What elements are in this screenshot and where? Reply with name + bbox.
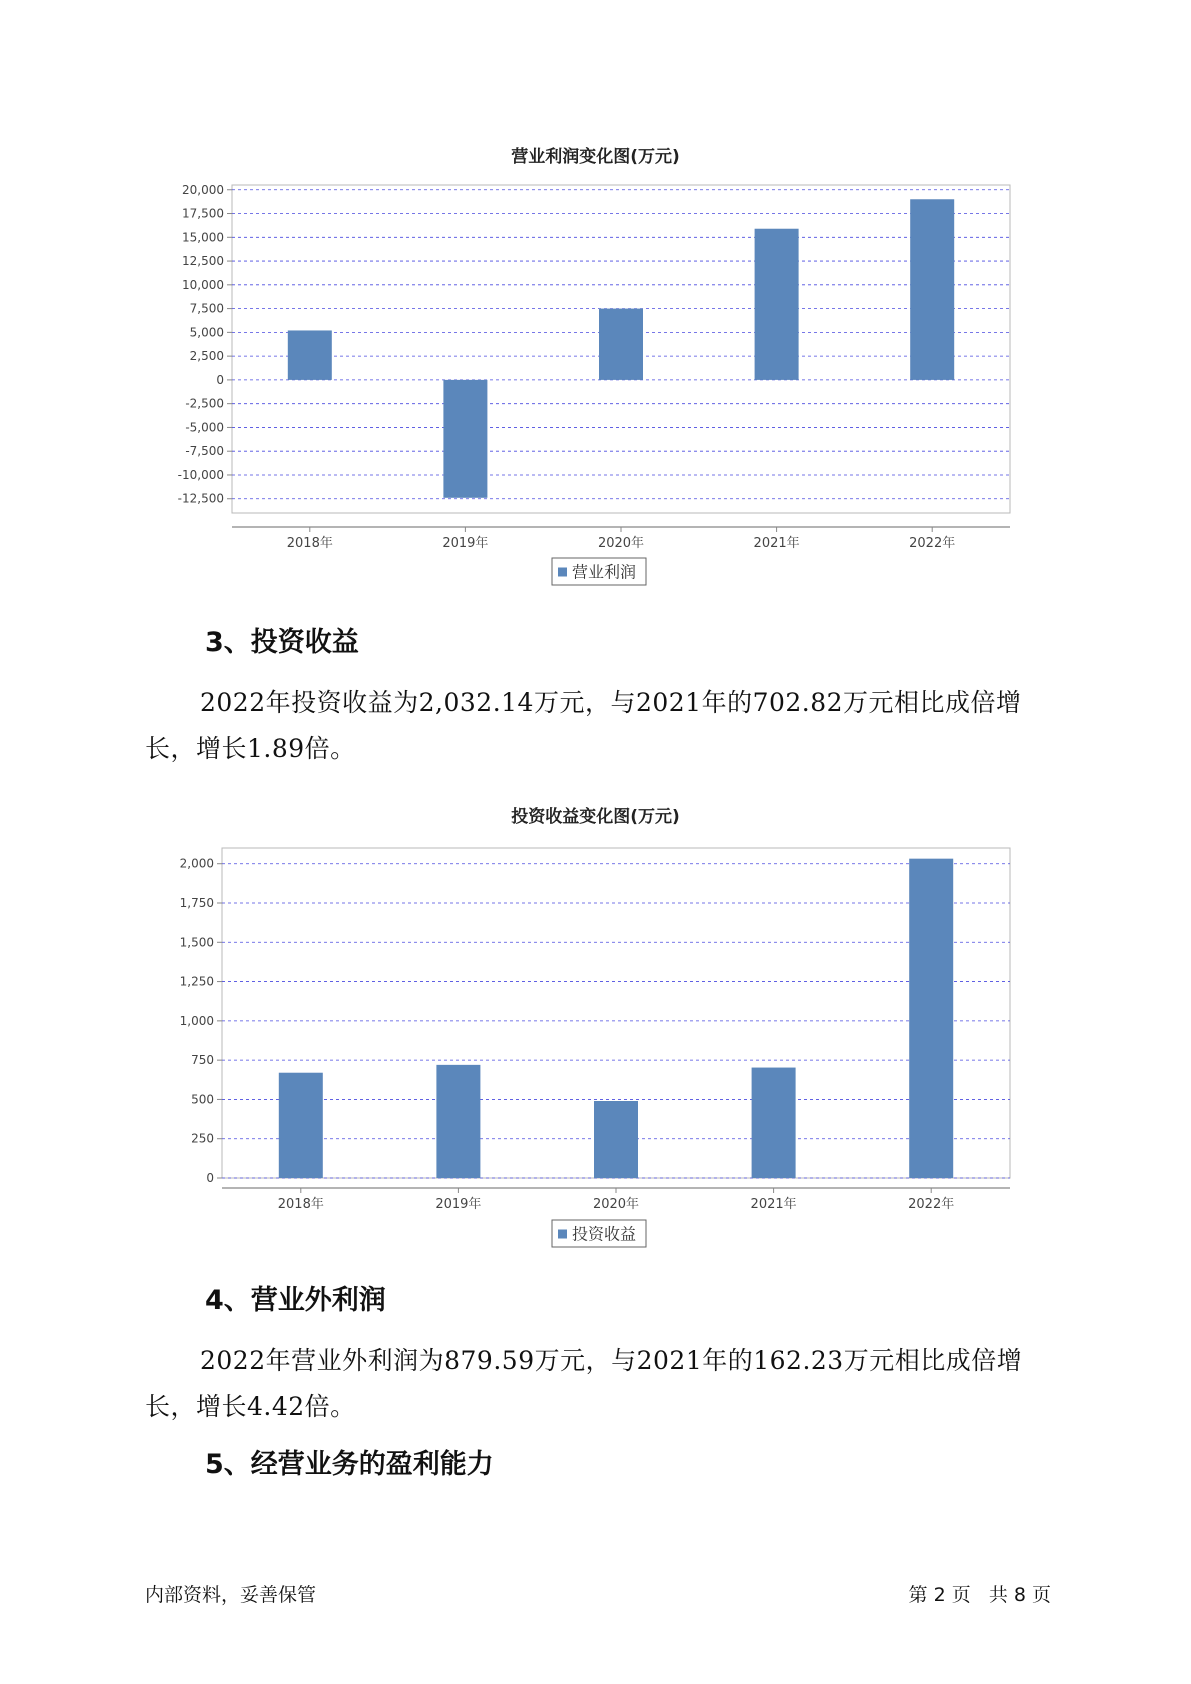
y-tick-label: 10,000 — [182, 277, 224, 292]
section-heading-non-operating-profit: 4、营业外利润 — [205, 1285, 386, 1316]
y-tick-label: 1,000 — [179, 1013, 214, 1028]
x-tick-label: 2021年 — [750, 1197, 797, 1212]
section-heading-operating-profitability: 5、经营业务的盈利能力 — [205, 1449, 494, 1480]
legend-label: 投资收益 — [572, 1224, 637, 1244]
section-heading-investment-income: 3、投资收益 — [205, 627, 359, 658]
x-tick-label: 2020年 — [597, 536, 645, 551]
y-tick-label: -12,500 — [177, 491, 224, 506]
y-tick-label: 17,500 — [182, 206, 224, 221]
y-tick-label: -7,500 — [185, 444, 224, 459]
paragraph-non-operating-profit: 2022年营业外利润为879.59万元，与2021年的162.23万元相比成倍增长，增长4.42倍。 — [145, 1346, 1023, 1421]
y-tick-label: 15,000 — [182, 230, 224, 245]
x-tick-label: 2018年 — [277, 1197, 324, 1212]
y-tick-label: 20,000 — [182, 182, 224, 197]
footer-page-number: 第 2 页 共 8 页 — [908, 1584, 1051, 1606]
y-tick-label: 5,000 — [189, 325, 224, 340]
chart-title-profit: 营业利润变化图(万元) — [511, 147, 680, 167]
y-tick-label: 250 — [191, 1131, 214, 1146]
bar-2018年 — [279, 1073, 323, 1178]
y-tick-label: 2,000 — [179, 856, 214, 871]
paragraph-investment-income: 2022年投资收益为2,032.14万元，与2021年的702.82万元相比成倍增长，增长1.89倍。 — [145, 688, 1022, 763]
y-tick-label: 500 — [191, 1092, 214, 1107]
y-tick-label: -5,000 — [185, 420, 224, 435]
legend-label: 营业利润 — [572, 562, 637, 582]
x-tick-label: 2019年 — [435, 1197, 482, 1212]
y-tick-label: 750 — [191, 1053, 214, 1068]
y-tick-label: 1,750 — [179, 896, 214, 910]
x-tick-label: 2021年 — [753, 536, 800, 551]
y-tick-label: 1,250 — [179, 974, 214, 989]
chart-title-investment: 投资收益变化图(万元) — [511, 807, 680, 827]
footer-confidential-note: 内部资料，妥善保管 — [145, 1584, 317, 1606]
y-tick-label: -10,000 — [177, 467, 224, 482]
y-tick-label: -2,500 — [185, 396, 224, 411]
x-tick-label: 2020年 — [592, 1197, 640, 1212]
y-tick-label: 12,500 — [182, 254, 224, 269]
bar-2019年 — [436, 1065, 480, 1178]
y-tick-label: 0 — [206, 1171, 214, 1185]
x-tick-label: 2022年 — [909, 536, 956, 551]
x-tick-label: 2018年 — [286, 536, 333, 551]
legend-swatch — [558, 1230, 567, 1239]
bar-2022年 — [909, 859, 953, 1178]
y-tick-label: 7,500 — [189, 301, 224, 316]
bar-2021年 — [752, 1068, 796, 1178]
y-tick-label: 1,500 — [179, 935, 214, 950]
x-tick-label: 2019年 — [442, 536, 489, 551]
x-tick-label: 2022年 — [908, 1197, 955, 1212]
y-tick-label: 2,500 — [189, 349, 224, 364]
bar-2020年 — [594, 1101, 638, 1178]
y-tick-label: 0 — [216, 372, 224, 387]
